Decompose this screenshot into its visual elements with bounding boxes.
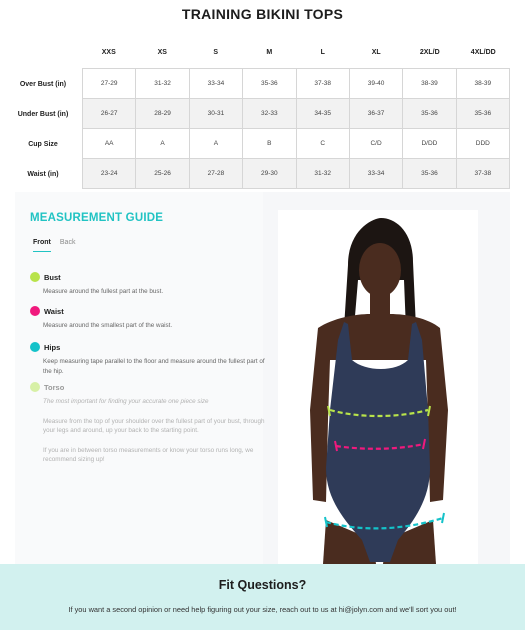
table-cell: 38-39 [456,68,510,99]
table-cell: A [135,128,189,159]
guide-text-column [15,192,263,564]
bust-color-dot [30,272,40,282]
table-cell: 33-34 [189,68,243,99]
table-cell: 38-39 [402,68,456,99]
table-cell: 29-30 [242,158,296,189]
size-header: 2XL/D [419,49,440,56]
table-cell: 35-36 [242,68,296,99]
fit-questions-banner [0,564,525,630]
measure-name: Hips [44,342,61,352]
measure-name: Torso [44,382,65,392]
table-cell: 32-33 [242,98,296,129]
torso-color-dot [30,382,40,392]
guide-title: MEASUREMENT GUIDE [30,212,164,224]
table-cell: 36-37 [349,98,403,129]
table-cell: 23-24 [82,158,136,189]
table-cell: C [296,128,350,159]
measure-hips [30,342,265,376]
measure-bust [30,272,265,297]
table-cell: 35-36 [456,98,510,129]
row-label: Under Bust (in) [17,110,69,118]
table-cell: 39-40 [349,68,403,99]
table-row [0,159,525,189]
measure-name: Bust [44,272,61,282]
table-cell: 27-28 [189,158,243,189]
hips-color-dot [30,342,40,352]
table-cell: 33-34 [349,158,403,189]
size-chart-table [0,38,525,190]
row-label: Waist (in) [27,170,59,178]
table-cell: 26-27 [82,98,136,129]
table-cell: 30-31 [189,98,243,129]
tab-front[interactable]: Front [33,239,51,252]
table-cell: C/D [349,128,403,159]
table-cell: 35-36 [402,98,456,129]
table-cell: A [189,128,243,159]
row-label: Cup Size [28,140,58,148]
table-row [0,99,525,129]
model-swimsuit-illustration [278,210,478,564]
table-cell: D/DD [402,128,456,159]
measure-waist [30,306,265,331]
table-cell: 27-29 [82,68,136,99]
table-cell: 37-38 [456,158,510,189]
table-cell: 31-32 [296,158,350,189]
measure-name: Waist [44,306,64,316]
measure-torso [30,382,265,465]
size-header: 4XL/DD [470,49,496,56]
table-row [0,129,525,159]
table-cell: DDD [456,128,510,159]
size-header: XL [371,49,381,56]
measure-description: Keep measuring tape parallel to the floor and measure around the fullest part of the hip. [43,358,265,375]
table-cell: 28-29 [135,98,189,129]
tab-back[interactable]: Back [59,239,76,246]
measure-description: Measure from the top of your shoulder over the fullest part of your bust, through your legs and around, up your back to the starting point. [43,417,265,434]
torso-note: The most important for finding your accurate one piece size [43,398,209,405]
table-cell: 37-38 [296,68,350,99]
footer-title: Fit Questions? [218,578,307,592]
table-row [0,69,525,99]
waist-color-dot [30,306,40,316]
page-title: TRAINING BIKINI TOPS [181,6,344,22]
table-cell: 25-26 [135,158,189,189]
table-cell: 35-36 [402,158,456,189]
table-cell: 34-35 [296,98,350,129]
measure-description: Measure around the smallest part of the waist. [43,322,173,329]
size-header: XXS [101,49,116,56]
footer-text: If you want a second opinion or need help figuring out your size, reach out to us at hi@jolyn.com and we'll sort you out! [68,605,457,614]
table-header-row [82,38,510,68]
measure-description: Measure around the fullest part at the bust. [43,288,164,295]
size-header: L [320,49,325,56]
table-cell: 31-32 [135,68,189,99]
torso-tip: If you are in between torso measurements or know your torso runs long, we recommend sizing up! [43,446,254,463]
size-header: XS [157,49,167,56]
guide-tabs [33,239,75,252]
size-header: M [266,49,273,56]
table-cell: B [242,128,296,159]
row-label: Over Bust (in) [19,80,67,88]
table-cell: AA [82,128,136,159]
measurement-guide-panel [15,192,510,564]
size-header: S [213,49,219,56]
